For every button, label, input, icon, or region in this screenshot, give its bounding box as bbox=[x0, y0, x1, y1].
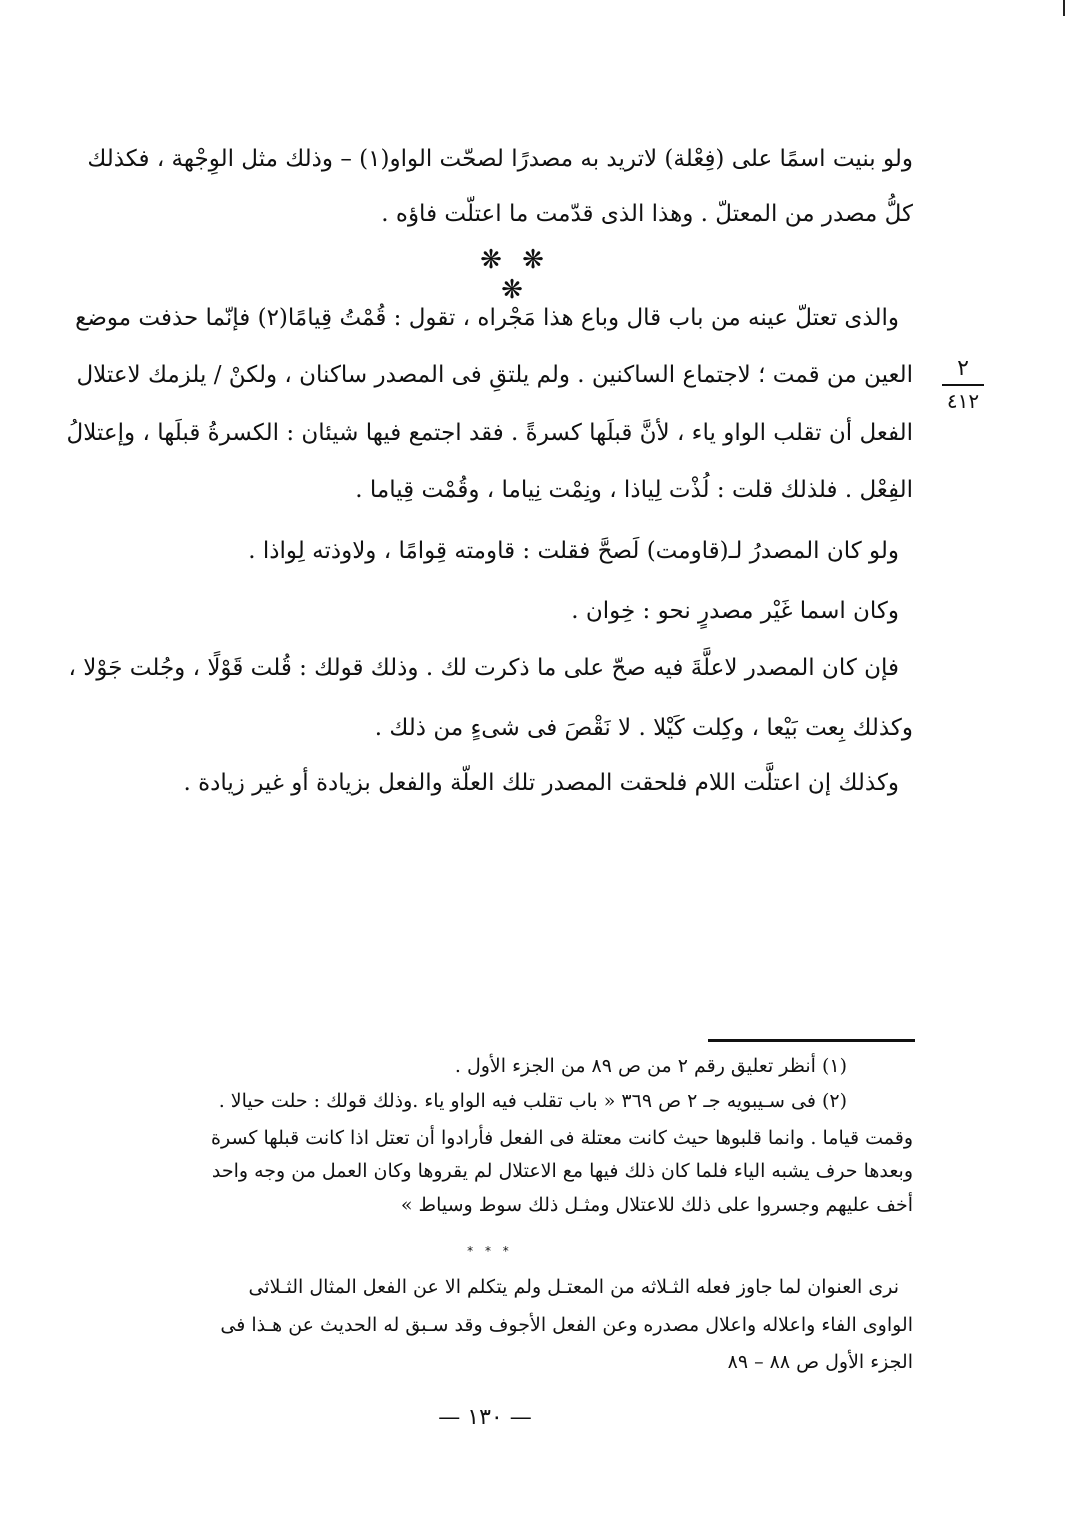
margin-ref-volume: ٢ bbox=[957, 356, 969, 381]
section-separator: ❋ ❋ ❋ bbox=[480, 245, 550, 305]
body-line-1: ولو بنيت اسمًا على (فِعْلة) لاتريد به مصدرًا لصحّت الواو(١) – وذلك مثل الوِجْهة ، فكذلك bbox=[87, 146, 913, 172]
footnote-line-2: (٢) فى سـيبويه جـ ٢ ص ٣٦٩ « باب تقلب فيه الواو ياء .وذلك قولك : حلت حيالا . bbox=[218, 1090, 847, 1112]
body-line-10: وكذلك بِعت بَيْعا ، وكِلت كَيْلا . لا نَقْصَ فى شىءٍ من ذلك . bbox=[374, 715, 913, 741]
body-line-9: فإن كان المصدر لاعلَّةَ فيه صحّ على ما ذكرت لك . وذلك قولك : قُلت قَوْلًا ، وجُلت جَوْلا ، bbox=[68, 655, 899, 681]
footnote-line-8: الجزء الأول ص ٨٨ – ٨٩ bbox=[727, 1351, 913, 1373]
footnote-line-3: وقمت قياما . وانما قلبوها حيث كانت معتلة فى الفعل فأرادوا أن تعتل اذا كانت قبلها كسرة bbox=[211, 1127, 913, 1149]
body-line-8: وكان اسما غَيْر مصدرٍ نحو : خِوان . bbox=[571, 598, 899, 624]
body-line-2: كلُّ مصدر من المعتلّ . وهذا الذى قدّمت ما اعتلّت فاؤه . bbox=[381, 201, 913, 227]
footnote-line-7: الواوى الفاء واعلاله واعلال مصدره وعن الفعل الأجوف وقد سـبق له الحديث عن هـذا فى bbox=[220, 1314, 913, 1336]
body-line-4: العين من قمت ؛ لاجتماع الساكنين . ولم يلتقِ فى المصدر ساكنان ، ولكنْ / يلزمك لاعتلال bbox=[76, 362, 913, 388]
page-edge-mark bbox=[1063, 0, 1065, 16]
footnote-line-1: (١) أنظر تعليق رقم ٢ من ص ٨٩ من الجزء الأول . bbox=[454, 1055, 847, 1077]
margin-ref-page: ٤١٢ bbox=[946, 389, 980, 413]
footnote-line-4: وبعدها حرف يشبه الياء فلما كان ذلك فيها مع الاعتلال لم يقروها وكان العمل من وجه واحد bbox=[211, 1160, 913, 1182]
body-line-5: الفعل أن تقلب الواو ياء ، لأنَّ قبلَها كسرةً . فقد اجتمع فيها شيئان : الكسرةُ قبلَها ، وإعتلالُ bbox=[66, 420, 913, 446]
footnote-rule bbox=[708, 1039, 915, 1042]
body-line-3: والذى تعتلّ عينه من باب قال وباع هذا مَجْراه ، تقول : قُمْتُ قِيامًا(٢) فإنّما حذفت موضع bbox=[75, 305, 899, 331]
footnote-separator: * * * bbox=[467, 1244, 513, 1258]
page-number: — ١٣٠ — bbox=[438, 1405, 532, 1430]
footnote-line-6: نرى العنوان لما جاوز فعله الثـلاثه من المعتـل ولم يتكلم الا عن الفعل المثال الثـلاثى bbox=[248, 1276, 899, 1298]
margin-reference bbox=[938, 356, 988, 414]
body-line-11: وكذلك إن اعتلَّت اللام فلحقت المصدر تلك العلّة والفعل بزيادة أو غير زيادة . bbox=[183, 770, 899, 796]
footnote-line-5: أخف عليهم وجسروا على ذلك للاعتلال ومثـل ذلك سوط وسياط » bbox=[400, 1194, 913, 1216]
body-line-6: الفِعْل . فلذلك قلت : لُذْت لِياذا ، ونِمْت نِياما ، وقُمْت قِياما . bbox=[355, 477, 913, 503]
margin-ref-divider bbox=[942, 384, 984, 386]
body-line-7: ولو كان المصدرُ لـ(قاومت) لَصحَّ فقلت : قاومته قِوامًا ، ولاوذته لِواذا . bbox=[248, 538, 899, 564]
